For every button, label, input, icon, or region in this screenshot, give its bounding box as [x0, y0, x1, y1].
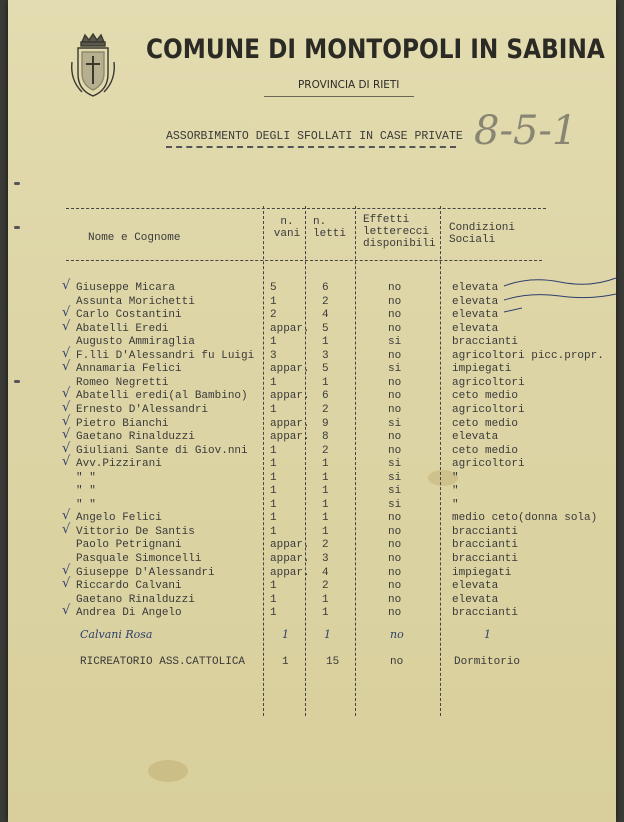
- cell-condizioni: elevata: [452, 431, 499, 444]
- cell-vani: 1: [270, 485, 277, 498]
- cell-condizioni: agricoltori picc.propr.: [452, 349, 604, 362]
- table-row: [0, 359, 624, 376]
- cell-letti: 4: [322, 566, 329, 579]
- cell-vani: appar.: [270, 363, 310, 376]
- cell-name: Annamaria Felici: [76, 363, 182, 376]
- cell-condizioni: elevata: [452, 322, 499, 335]
- cell-effetti: no: [388, 322, 402, 335]
- cell-letti: 1: [322, 336, 329, 349]
- cell-effetti: no: [388, 349, 402, 362]
- check-mark-icon: √: [62, 345, 71, 361]
- cell-effetti: no: [388, 295, 402, 308]
- cell-letti: 8: [322, 431, 329, 444]
- table-row: [0, 335, 624, 349]
- cell-vani: 1: [270, 336, 277, 349]
- cell-effetti: no: [388, 539, 402, 552]
- check-mark-icon: √: [62, 440, 71, 456]
- cell-condizioni: agricoltori: [452, 376, 525, 389]
- divider: [264, 96, 414, 97]
- column-header-letti: n. letti: [313, 216, 347, 240]
- cell-letti: 1: [322, 593, 329, 606]
- cell-vani: 1: [270, 580, 277, 593]
- cell-effetti: no: [388, 444, 402, 457]
- table-row: [0, 576, 624, 593]
- table-row: [0, 440, 624, 458]
- cell-letti: 1: [322, 471, 329, 484]
- cell-vani: 1: [270, 607, 277, 620]
- cell-vani: 1: [270, 471, 277, 484]
- cell-condizioni: braccianti: [452, 336, 519, 349]
- cell-name: RICREATORIO ASS.CATTOLICA: [80, 656, 246, 668]
- check-mark-icon: √: [62, 508, 71, 524]
- cell-condizioni: elevata: [452, 309, 499, 322]
- cell-name: Angelo Felici: [76, 512, 162, 525]
- table-header-rule: [66, 260, 542, 261]
- cell-effetti: no: [388, 525, 402, 538]
- cell-name: Avv.Pizzirani: [76, 458, 162, 471]
- cell-condizioni: braccianti: [452, 607, 519, 620]
- cell-vani: 3: [270, 349, 277, 362]
- handwritten-vani: 1: [282, 628, 289, 641]
- cell-effetti: no: [388, 390, 402, 403]
- cell-effetti: no: [388, 607, 402, 620]
- cell-condizioni: braccianti: [452, 525, 519, 538]
- cell-effetti: no: [388, 431, 402, 444]
- cell-letti: 3: [322, 553, 329, 565]
- cell-condizioni: agricoltori: [452, 458, 525, 471]
- cell-condizioni: braccianti: [452, 553, 519, 565]
- cell-effetti: no: [388, 553, 402, 565]
- table-row: [0, 521, 624, 539]
- cell-letti: 1: [322, 607, 329, 620]
- cell-vani: 1: [270, 376, 277, 389]
- page-subtitle: PROVINCIA DI RIETI: [298, 78, 400, 91]
- cell-vani: appar.: [270, 322, 310, 335]
- cell-vani: 1: [270, 444, 277, 457]
- cell-letti: 1: [322, 458, 329, 471]
- cell-effetti: si: [388, 363, 402, 376]
- cell-name: Abatelli Eredi: [76, 322, 169, 335]
- handwritten-letti: 1: [324, 628, 331, 641]
- table-row: [0, 562, 624, 580]
- cell-name: Gaetano Rinalduzzi: [76, 431, 195, 444]
- cell-letti: 1: [322, 485, 329, 498]
- cell-condizioni: elevata: [452, 282, 499, 294]
- cell-name: Gaetano Rinalduzzi: [76, 593, 195, 606]
- cell-effetti: si: [388, 471, 402, 484]
- cell-name: Assunta Morichetti: [76, 295, 195, 308]
- table-row: [0, 498, 624, 512]
- cell-condizioni: elevata: [452, 580, 499, 593]
- cell-vani: 1: [270, 403, 277, 416]
- cell-vani: 1: [270, 458, 277, 471]
- cell-vani: appar.: [270, 417, 310, 430]
- cell-name: Andrea Di Angelo: [76, 607, 182, 620]
- heading-underline: [166, 146, 456, 148]
- cell-effetti: no: [388, 566, 402, 579]
- cell-letti: 2: [322, 444, 329, 457]
- cell-vani: appar.: [270, 566, 310, 579]
- cell-name: " ": [76, 485, 96, 498]
- cell-condizioni: elevata: [452, 593, 499, 606]
- column-header-effetti: Effetti letterecci disponibili: [363, 214, 436, 250]
- cell-vani: appar.: [270, 390, 310, 403]
- cell-effetti: no: [388, 309, 402, 322]
- cell-name: " ": [76, 498, 96, 511]
- cell-effetti: si: [388, 498, 402, 511]
- column-header-vani: n. vani: [273, 216, 301, 240]
- cell-condizioni: agricoltori: [452, 403, 525, 416]
- cell-letti: 2: [322, 539, 329, 552]
- handwritten-effetti: no: [390, 628, 404, 641]
- cell-letti: 6: [322, 282, 329, 294]
- check-mark-icon: √: [62, 386, 71, 402]
- cell-letti: 5: [322, 322, 329, 335]
- cell-effetti: no: [388, 580, 402, 593]
- cell-condizioni: ceto medio: [452, 390, 519, 403]
- cell-letti: 3: [322, 349, 329, 362]
- column-header-condizioni: Condizioni Sociali: [449, 222, 516, 246]
- table-row: [0, 484, 624, 498]
- cell-letti: 1: [322, 498, 329, 511]
- cell-letti: 4: [322, 309, 329, 322]
- table-row: [0, 318, 624, 336]
- cell-letti: 5: [322, 363, 329, 376]
- check-mark-icon: √: [62, 427, 71, 443]
- cell-name: Giuliani Sante di Giov.nni: [76, 444, 248, 457]
- cell-name: Ernesto D'Alessandri: [76, 403, 209, 416]
- cell-letti: 1: [322, 376, 329, 389]
- table-row: [0, 376, 624, 390]
- coat-of-arms-icon: [68, 32, 118, 102]
- cell-name: Abatelli eredi(al Bambino): [76, 390, 248, 403]
- cell-name: Augusto Ammiraglia: [76, 336, 195, 349]
- table-row: [0, 538, 624, 552]
- table-row: [0, 454, 624, 471]
- cell-condizioni: impiegati: [452, 363, 512, 376]
- cell-vani: 1: [282, 656, 289, 668]
- cell-name: Romeo Negretti: [76, 376, 169, 389]
- cell-vani: 1: [270, 525, 277, 538]
- cell-condizioni: ": [452, 498, 459, 511]
- cell-letti: 2: [322, 403, 329, 416]
- cell-condizioni: ": [452, 485, 459, 498]
- check-mark-icon: √: [62, 603, 71, 619]
- annotation-scribble-icon: [500, 268, 620, 318]
- check-mark-icon: √: [62, 562, 71, 578]
- cell-effetti: si: [388, 336, 402, 349]
- check-mark-icon: √: [62, 359, 71, 375]
- check-mark-icon: √: [62, 399, 71, 415]
- cell-condizioni: ": [452, 471, 459, 484]
- table-row-final: [0, 655, 624, 669]
- cell-condizioni: elevata: [452, 295, 499, 308]
- cell-vani: appar.: [270, 539, 310, 552]
- cell-name: F.lli D'Alessandri fu Luigi: [76, 349, 255, 362]
- cell-letti: 15: [326, 656, 340, 668]
- cell-vani: 1: [270, 593, 277, 606]
- cell-letti: 6: [322, 390, 329, 403]
- cell-letti: 2: [322, 295, 329, 308]
- table-row: [0, 471, 624, 485]
- table-row: [0, 427, 624, 444]
- table-row: [0, 399, 624, 417]
- check-mark-icon: √: [62, 521, 71, 537]
- cell-effetti: si: [388, 458, 402, 471]
- table-top-rule: [66, 208, 546, 209]
- cell-name: Pietro Bianchi: [76, 417, 169, 430]
- cell-effetti: no: [388, 376, 402, 389]
- table-row: [0, 413, 624, 431]
- cell-vani: 5: [270, 282, 277, 294]
- cell-name: Giuseppe D'Alessandri: [76, 566, 215, 579]
- cell-name: Paolo Petrignani: [76, 539, 182, 552]
- cell-letti: 1: [322, 512, 329, 525]
- cell-effetti: no: [388, 593, 402, 606]
- cell-effetti: no: [388, 282, 402, 294]
- cell-effetti: no: [388, 512, 402, 525]
- cell-name: Pasquale Simoncelli: [76, 553, 202, 565]
- cell-name: Riccardo Calvani: [76, 580, 182, 593]
- cell-condizioni: impiegati: [452, 566, 512, 579]
- cell-letti: 1: [322, 525, 329, 538]
- cell-name: Vittorio De Santis: [76, 525, 195, 538]
- column-header-name: Nome e Cognome: [88, 232, 181, 244]
- document-heading: ASSORBIMENTO DEGLI SFOLLATI IN CASE PRIVATE: [166, 130, 463, 143]
- cell-effetti: si: [388, 417, 402, 430]
- cell-effetti: si: [388, 485, 402, 498]
- table-row: [0, 603, 624, 620]
- cell-effetti: no: [388, 403, 402, 416]
- cell-vani: 1: [270, 295, 277, 308]
- stain: [148, 760, 188, 782]
- cell-condizioni: braccianti: [452, 539, 519, 552]
- cell-letti: 2: [322, 580, 329, 593]
- cell-condizioni: ceto medio: [452, 444, 519, 457]
- cell-vani: 1: [270, 498, 277, 511]
- cell-vani: appar.: [270, 431, 310, 444]
- cell-effetti: no: [390, 656, 404, 668]
- table-row: [0, 508, 624, 525]
- table-row: [0, 386, 624, 403]
- punch-mark: [14, 226, 20, 229]
- check-mark-icon: √: [62, 576, 71, 592]
- check-mark-icon: √: [62, 305, 71, 321]
- handwritten-condizioni: 1: [484, 628, 491, 641]
- cell-condizioni: ceto medio: [452, 417, 519, 430]
- cell-vani: appar.: [270, 553, 310, 565]
- punch-mark: [14, 182, 20, 185]
- cell-name: " ": [76, 471, 96, 484]
- cell-name: Giuseppe Micara: [76, 282, 176, 294]
- cell-vani: 1: [270, 512, 277, 525]
- check-mark-icon: √: [62, 278, 71, 293]
- cell-vani: 2: [270, 309, 277, 322]
- cell-condizioni: medio ceto(donna sola): [452, 512, 598, 525]
- check-mark-icon: √: [62, 413, 71, 429]
- cell-name: Carlo Costantini: [76, 309, 182, 322]
- table-row: [0, 552, 624, 566]
- check-mark-icon: √: [62, 318, 71, 334]
- table-row: [0, 345, 624, 363]
- table-row: [0, 593, 624, 607]
- handwritten-number: 8-5-1: [474, 108, 578, 154]
- cell-condizioni: Dormitorio: [454, 656, 521, 668]
- check-mark-icon: √: [62, 454, 71, 470]
- cell-letti: 9: [322, 417, 329, 430]
- handwritten-name: Calvani Rosa: [80, 628, 153, 641]
- page-title: COMUNE DI MONTOPOLI IN SABINA: [146, 34, 605, 65]
